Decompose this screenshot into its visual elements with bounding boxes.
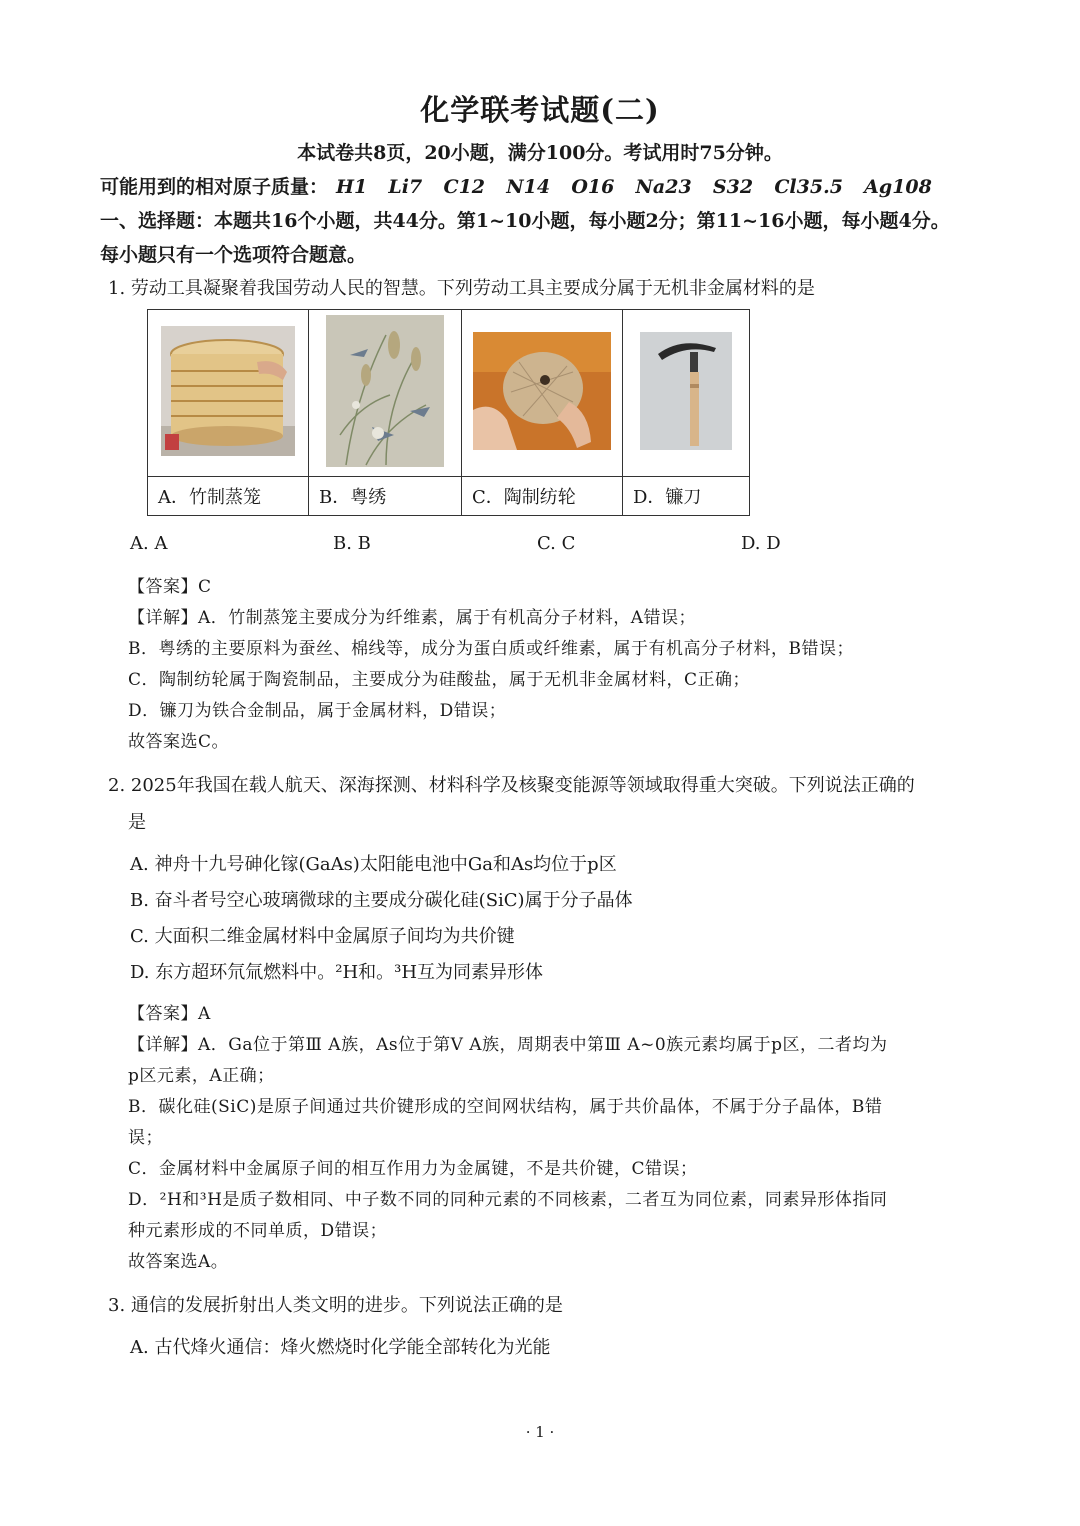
atomic-mass-item: Na23	[635, 176, 692, 198]
figure-d-cell	[623, 310, 750, 477]
atomic-mass-item: N14	[506, 176, 551, 198]
explanation-2-line: p区元素，A正确；	[128, 1066, 275, 1086]
choice-a: A. A	[130, 533, 168, 554]
answer-1: 【答案】C	[128, 577, 212, 597]
sickle-photo-icon	[640, 332, 732, 450]
explanation-2-line: 故答案选A。	[128, 1252, 229, 1272]
explanation-1-line: C．陶制纺轮属于陶瓷制品，主要成分为硅酸盐，属于无机非金属材料，C正确；	[128, 670, 751, 690]
atomic-mass-item: O16	[571, 176, 615, 198]
choice-c: C. C	[537, 533, 576, 554]
explanation-1-line: 故答案选C。	[128, 732, 230, 752]
choice-b: B. B	[333, 533, 371, 554]
explanation-2-line: B．碳化硅(SiC)是原子间通过共价键形成的空间网状结构，属于共价晶体，不属于分子晶体，B错	[128, 1097, 883, 1117]
figure-a-cell	[148, 310, 309, 477]
explanation-2-line: 种元素形成的不同单质，D错误；	[128, 1221, 388, 1241]
explanation-1-line: 【详解】A．竹制蒸笼主要成分为纤维素，属于有机高分子材料，A错误；	[128, 608, 697, 628]
atomic-mass-line	[100, 172, 932, 199]
answer-2: 【答案】A	[128, 1004, 211, 1024]
atomic-mass-item: Ag108	[864, 176, 932, 198]
page-title: 化学联考试题(二)	[420, 93, 660, 127]
question-2-stem-cont: 是	[128, 812, 146, 833]
option-a: A. 神舟十九号砷化镓(GaAs)太阳能电池中Ga和As均位于p区	[130, 854, 617, 875]
option-b: B. 奋斗者号空心玻璃微球的主要成分碳化硅(SiC)属于分子晶体	[130, 890, 633, 911]
atomic-mass-item: C12	[443, 176, 486, 198]
atomic-mass-item: Li7	[388, 176, 423, 198]
pottery-spindle-photo-icon	[473, 332, 611, 450]
figure-b-cell	[309, 310, 462, 477]
figure-b-caption: B．粤绣	[309, 477, 462, 516]
section-heading-cont: 每小题只有一个选项符合题意。	[100, 244, 367, 266]
explanation-2-line: 误；	[128, 1128, 163, 1148]
option-a: A. 古代烽火通信：烽火燃烧时化学能全部转化为光能	[130, 1337, 551, 1358]
option-d: D. 东方超环氘氚燃料中。²H和。³H互为同素异形体	[130, 962, 544, 983]
explanation-2-line: C．金属材料中金属原子间的相互作用力为金属键，不是共价键，C错误；	[128, 1159, 698, 1179]
atomic-mass-label: 可能用到的相对原子质量：	[100, 176, 329, 198]
question-2-stem: 2. 2025年我国在载人航天、深海探测、材料科学及核聚变能源等领域取得重大突破。下列说法正确的	[108, 775, 915, 796]
figure-a-caption: A．竹制蒸笼	[148, 477, 309, 516]
question-1-figure-table	[147, 309, 750, 516]
atomic-mass-item: H1	[336, 176, 368, 198]
choice-d: D. D	[741, 533, 781, 554]
atomic-mass-item: S32	[712, 176, 754, 198]
bamboo-steamer-photo-icon	[161, 326, 295, 456]
figure-c-cell	[462, 310, 623, 477]
question-1-stem: 1. 劳动工具凝聚着我国劳动人民的智慧。下列劳动工具主要成分属于无机非金属材料的是	[108, 278, 815, 299]
embroidery-photo-icon	[326, 315, 444, 467]
explanation-2-line: D．²H和³H是质子数相同、中子数不同的同种元素的不同核素，二者互为同位素，同素异形体指同	[128, 1190, 888, 1210]
figure-c-caption: C．陶制纺轮	[462, 477, 623, 516]
option-c: C. 大面积二维金属材料中金属原子间均为共价键	[130, 926, 515, 947]
question-3-stem: 3. 通信的发展折射出人类文明的进步。下列说法正确的是	[108, 1295, 563, 1316]
figure-d-caption: D．镰刀	[623, 477, 750, 516]
explanation-2-line: 【详解】A．Ga位于第Ⅲ A族，As位于第Ⅴ A族，周期表中第Ⅲ A~0族元素均属于p区，二者均为	[128, 1035, 888, 1055]
exam-subtitle: 本试卷共8页，20小题，满分100分。考试用时75分钟。	[297, 142, 783, 164]
explanation-1-line: B．粤绣的主要原料为蚕丝、棉线等，成分为蛋白质或纤维素，属于有机高分子材料，B错误；	[128, 639, 854, 659]
page-number: · 1 ·	[525, 1423, 555, 1441]
atomic-mass-item: Cl35.5	[774, 176, 843, 198]
explanation-1-line: D．镰刀为铁合金制品，属于金属材料，D错误；	[128, 701, 507, 721]
section-heading: 一、选择题：本题共16个小题，共44分。第1~10小题，每小题2分；第11~16小题，每小题4分。	[100, 210, 950, 232]
